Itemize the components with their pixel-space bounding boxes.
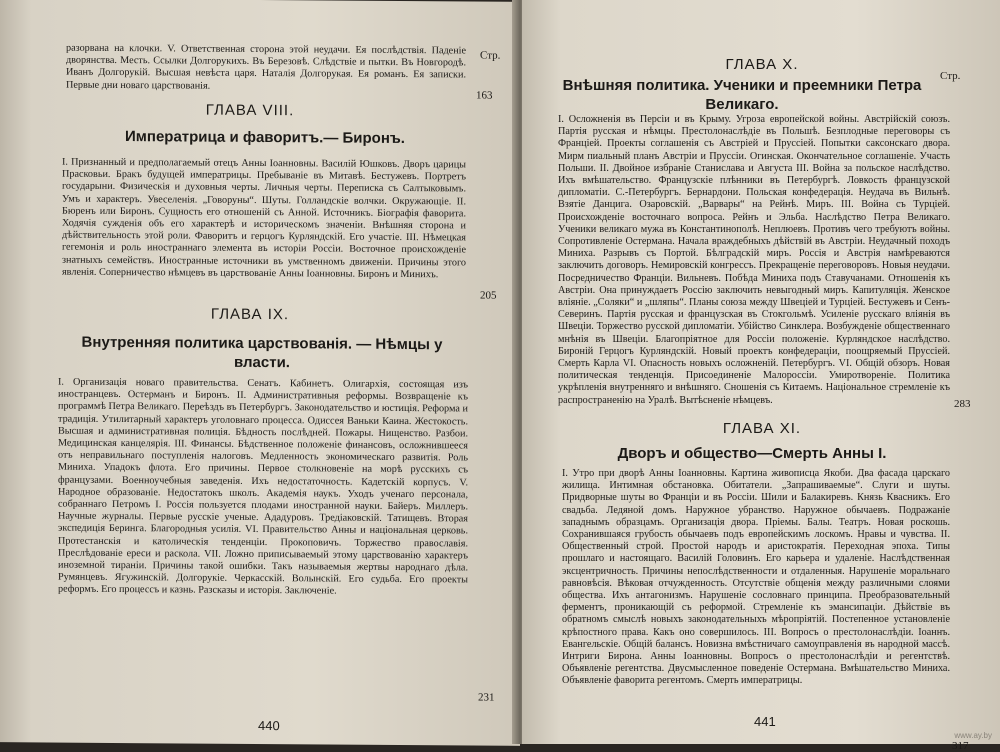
chapter-summary: I. Осложненія въ Персіи и въ Крыму. Угроза европейской войны. Австрійскій союзъ. Партія русская и нѣмцы. Престолонаслѣдіе въ Польшѣ. Безплодные переговоры съ Франціей. Проекты соглашенія съ Австріей и Пруссіей. Попытки саксонскаго двора. Мирм пиальный планъ Австріи и Пруссіи. Огинская. Окончательное соглашеніе. Участь Польши. II. Двойное избраніе Станислава и Августа III. Война за польское наслѣдство. Ихъ вмѣшательство. Французскіе плѣнники въ Петербургѣ. Ловкость французской дипломатіи. С.-Петербургъ. Бернардони. Польская конфедерація. Неудача въ Вильнѣ. Взятіе Данцига. Озаровскій. „Варвары“ на Рейнѣ. Миръ. III. Война съ Турціей. Происхожденіе восточнаго вопроса. Рейнъ и Эльба. Наслѣдство Петра Великаго. Ученики великаго мужа въ Константинополѣ. Неплюевъ. Противъ чего требуютъ войны. Сопротивленіе Остермана. Начала враждебныхъ дѣйствій въ Австріи. Неудачный походъ Миниха. Разрывъ съ Портой. Бѣлградскій миръ. Россія и Австрія намѣреваются заключить договоръ. Немировскій конгрессъ. Прекращеніе переговоровъ. Новыя неудачи. Посредничество Франціи. Вильневъ. Побѣда Миниха подъ Ставучанами. Отношенія къ Австріи. Она принуждаетъ Россію заключить невыгодный миръ. Капитуляція. Женское вліяніе. „Соляки“ и „шляпы“. Планы союза между Швеціей и Турціей. Бестужевъ и Сенъ-Северинъ. Партія русская и французская въ Стокгольмѣ. Усиленіе русскаго вліянія въ Швеціи. Торжество русской дипломатіи. Убійство Синклера. Возбужденіе общественнаго мнѣнія въ Швеціи. Благопріятное для Россіи положеніе. Курляндское наслѣдство. Бироній Герцогъ Курляндскій. Новый проектъ конфедераціи, поощряемый Пруссіей. Смерть Карла VI. Опасность новыхъ осложненій. Петербургъ. VI. Общій обзоръ. Новая политическая тенденція. Присоединеніе Малороссіи. Умиротвореніе. Политика укрѣпленія внутренняго и внѣшняго. Сношенія съ Китаемъ. Національное стремленіе къ распространенію на Уралѣ. Вытѣсненіе нѣмцевъ. bbox=[558, 114, 950, 406]
intro-page-number: 163 bbox=[476, 89, 493, 102]
chapter-heading: ГЛАВА XI. bbox=[722, 420, 802, 437]
chapter-heading: ГЛАВА VIII. bbox=[205, 101, 295, 120]
chapter-page-number: 283 bbox=[954, 398, 971, 410]
watermark: www.ay.by bbox=[954, 731, 992, 740]
chapter-summary: I. Организація новаго правительства. Сенатъ. Кабинетъ. Олигархія, состоящая изъ иностранцевъ. Остерманъ и Биронъ. II. Административныя реформы. Возвращеніе къ программѣ Петра Великаго. Переѣздъ въ Петербургъ. Законодательство и юстиція. Реформа и традиція. Утилитарный характеръ уголовнаго процесса. Одиссея Ваньки Каина. Жестокость. Высшая и административная полиція. Бѣдность послѣдней. Пожары. Нищенство. Разбои. Медицинская канцелярія. III. Финансы. Бѣдственное положеніе финансовъ, осложнившееся отъ неправильнаго поступленія налоговъ. Медленность экономическаго развитія. Роль Миниха. Упадокъ флота. Его причины. Первое столкновеніе на морѣ русскихъ съ французами. Военноучебныя заведенія. Ихъ недостаточность. Кадетскій корпусъ. V. Народное образованіе. Недостатокъ школъ. Академія наукъ. Уходъ ученаго персонала, собраннаго Петромъ I. Россія пользуется плодами иностранной науки. Байеръ. Миллеръ. Научные журналы. Первые русскіе ученые. Ададуровъ. Тредіаковскій. Татищевъ. Вторая экспедиція Беринга. Благородныя усилія. VI. Правительство Анны и національная церковь. Протестанскія и католическія тенденціи. Прокоповичъ. Торжество православія. Преслѣдованіе ереси и раскола. VII. Ложно приписываемый этому царствованію характеръ иноземной тираніи. Причины такой ошибки. Такъ называемыя жертвы народнаго дѣла. Румянцевъ. Ягужинскій. Долгорукіе. Черкасскій. Волынскій. Его судьба. Его проекты реформъ. Его процессъ и казнь. Разсказы и исторія. Заключеніе. bbox=[58, 376, 468, 597]
page-header-label: Стр. bbox=[480, 49, 501, 62]
page-folio: 440 bbox=[258, 717, 280, 734]
page-folio: 441 bbox=[754, 714, 776, 729]
chapter-heading: ГЛАВА IX. bbox=[210, 305, 290, 324]
chapter-page-number: 231 bbox=[478, 691, 495, 704]
chapter-title: Внѣшняя политика. Ученики и преемники Петра Великаго. bbox=[562, 77, 922, 113]
chapter-page-number: 205 bbox=[480, 289, 497, 302]
chapter-title: Внутренняя политика царствованія. — Нѣмцы у власти. bbox=[81, 333, 443, 372]
chapter-title: Дворъ и общество—Смерть Анны I. bbox=[617, 445, 887, 462]
chapter-title: Императрица и фаворитъ.— Биронъ. bbox=[125, 128, 405, 148]
chapter-summary: I. Признанный и предполагаемый отецъ Анны Іоанновны. Василій Юшковъ. Дворъ царицы Прасковьи. Бракъ будущей императрицы. Пребываніе въ Митавѣ. Бестужевъ. Портретъ государыни. Физическія и духовныя черты. Личныя черты. Переписка съ Салтыковымъ. Умъ и характеръ. Увеселенія. „Говоруны“. Шуты. Голландскіе волчки. Окружающіе. II. Бюренъ или Биронъ. Сущность его отношеній съ Анной. Источникъ. Біографія фаворита. Ходячія сужденія объ его характерѣ и историческомъ значеніи. Внѣшняя сторона и дѣйствительность этой роли. Фаворитъ и герцогъ Курляндскій. Его участіе. III. Нѣмецкая гегемонія и роль иностраннаго элемента въ исторіи Россіи. Восточное происхожденіе знатныхъ семействъ. Иностранные источники въ умственномъ движеніи. Причины этого явленія. Соперничество нѣмцевъ въ царствованіе Анны Іоанновны. Биронъ и Минихъ. bbox=[62, 156, 466, 281]
right-page bbox=[522, 0, 1000, 752]
page-header-label: Стр. bbox=[940, 70, 961, 82]
intro-text: разорвана на клочки. V. Ответственная сторона этой неудачи. Ея послѣдствія. Паденіе дворянства. Месть. Ссылки Долгорукихъ. Въ Березовѣ. Слѣдствіе и пытки. Въ Новгородѣ. Иванъ Долгорукій. Высшая невѣста царя. Наталія Долгорукая. Ея романъ. Ея записки. Первые дни новаго царствованія. bbox=[66, 42, 466, 92]
chapter-summary: I. Утро при дворѣ Анны Іоанновны. Картина живописца Якоби. Два фасада царскаго жилища. Интимная обстановка. Обитатели. „Запрашиваемые“. Слуги и шуты. Придворные шуты во Франціи и въ Россіи. Шили и Балакиревъ. Князь Квасникъ. Его свадьба. Ледяной домъ. Наружное убранство. Наружное обычаевъ. Подражаніе западнымъ образцамъ. Организація двора. Пріемы. Балы. Театръ. Новая роскошь. Сохранившаяся грубость обычаевъ подъ европейскимъ лоскомъ. Нравы и чувства. II. Общественный строй. Простой народъ и аристократія. Переходная эпоха. Типы прошлаго и настоящаго. Василій Головинъ. Его карьера и удаленіе. Наслѣдственная эксцентричность. Причины непослѣдственности и отдаленныя. Нарушеніе моральнаго равновѣсія. Вѣковая отчужденность. Отсутствіе общенія между различными слоями общества. Ихъ антагонизмъ. Нарушеніе сословнаго принципа. Преобразовательный ферментъ, проникающій съ реформой. Стремленіе къ эмансипаціи. Дѣйствіе въ обратномъ смыслѣ новыхъ законодательныхъ мѣропріятій. Постепенное установленіе крѣпостного права. Какъ оно совершилось. III. Вопросъ о престолонаслѣдіи. Іоаннъ. Евангельскіе. Общій балансъ. Новизна вмѣстничаго самоуправленія въ народной массѣ. Интриги Бирона. Анны Іоанновны. Вопросъ о престолонаслѣдіи и регентствѣ. Объявленіе регентства. Двусмысленное поведеніе Остермана. Вмѣшательство Миниха. Объявленіе фаворита регентомъ. Смерть императрицы. bbox=[562, 468, 950, 687]
chapter-page-number: 317 bbox=[952, 740, 969, 752]
chapter-heading: ГЛАВА X. bbox=[725, 56, 799, 73]
